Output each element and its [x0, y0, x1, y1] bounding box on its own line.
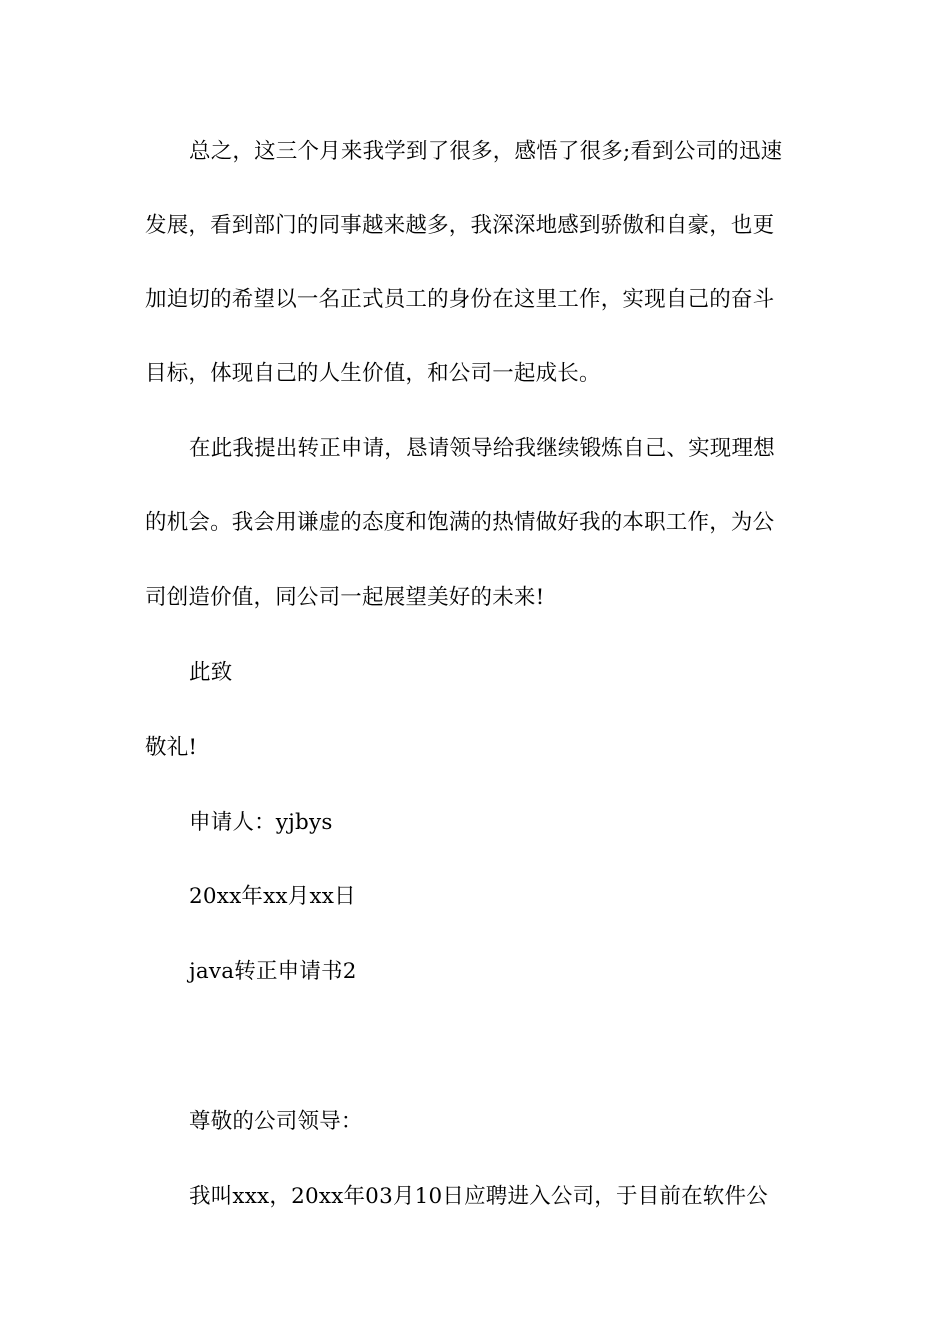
date-line: 20xx年xx月xx日: [189, 884, 356, 909]
greeting-line: 尊敬的公司领导：: [189, 1109, 363, 1134]
section-title: java转正申请书2: [189, 959, 357, 984]
paragraph-2-line-1: 在此我提出转正申请，恳请领导给我继续锻炼自己、实现理想: [189, 436, 775, 461]
paragraph-1-line-3: 加迫切的希望以一名正式员工的身份在这里工作，实现自己的奋斗: [145, 287, 775, 312]
paragraph-1-line-2: 发展，看到部门的同事越来越多，我深深地感到骄傲和自豪，也更: [145, 213, 775, 238]
paragraph-1-line-4: 目标，体现自己的人生价值，和公司一起成长。: [145, 361, 601, 386]
closing-regards: 敬礼!: [145, 735, 198, 760]
applicant-line: 申请人：yjbys: [189, 810, 333, 835]
closing-salutation: 此致: [189, 660, 233, 685]
paragraph-1-line-1: 总之，这三个月来我学到了很多，感悟了很多;看到公司的迅速: [189, 139, 783, 164]
intro-line: 我叫xxx，20xx年03月10日应聘进入公司，于目前在软件公: [189, 1184, 768, 1209]
paragraph-2-line-2: 的机会。我会用谦虚的态度和饱满的热情做好我的本职工作，为公: [145, 510, 775, 535]
paragraph-2-line-3: 司创造价值，同公司一起展望美好的未来!: [145, 585, 545, 610]
